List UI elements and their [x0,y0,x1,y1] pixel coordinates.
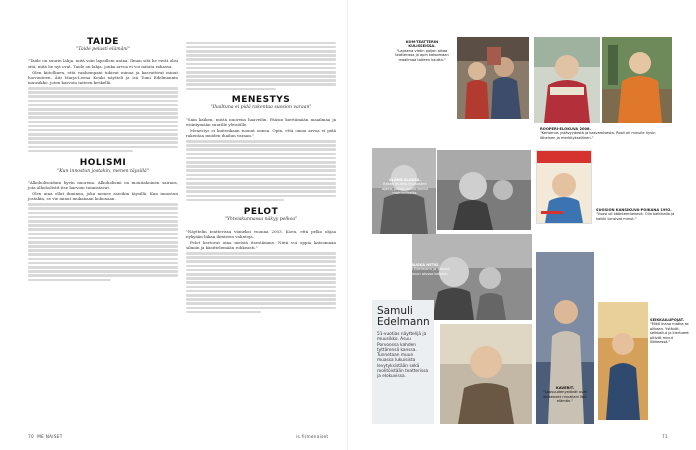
caption-slange-title: SLÄNG ELOSSA. [389,178,421,182]
caption-suosion [596,208,676,221]
section-subheading-taide: "Taide pelasti elämäni" [76,47,130,53]
profile-name-first: Samuli [377,305,413,317]
section-subheading-menestys: "Ihailtuna ei pidä rakentaa suosion varaan" [210,105,312,111]
caption-seikkailu-text: "Mikä ihana matka se olikaan. Ystävät, seikkailut ja kiertueet pitivät minut liikkeessä." [650,322,689,345]
pelot-body-lines [186,252,336,313]
photo-rooperi-left-image [534,37,600,123]
photo-rooperi-right-image [602,37,672,123]
pelot-paragraph-2: Pelot kertovat aina meistä itsestämme. Niitä voi oppia katsomaan silmiin ja käsittelemään rohkeasti." [186,240,336,251]
caption-kaverit-title: KAVERIT. [556,386,574,390]
caption-suosion-text: "Vuosi oli käänteentekevä. Olin kaikkialla ja kaikki tunsivat minut." [596,212,675,221]
caption-kom [392,40,452,62]
caption-slange-text: Rakas muisto kuvausten ajalta, jolloin kaikki tuntui mahdolliselta. [381,182,429,196]
menestys-paragraph-1: "Sain kaiken, mistä nuorena haaveilin. Pääsin kiertämään maailmaa ja esiintymään suurille yleisöille. [186,116,336,127]
photo-seikkailu-image [598,302,648,420]
caption-rooperi-text: "Kertomus ystävyydestä ja kasvamisesta. Rooli oli minulle hyvin läheinen ja merkityksellinen." [540,131,656,140]
taide-body-lines [28,87,178,152]
caption-kom-text: "Lapsena vietin paljon aikaa teatterissa ja opin katsomaan maailmaa taiteen kautta." [395,48,449,62]
menestys-paragraph-2: Menestys ei kuitenkaan tuonut onnea. Opin, että omaa arvoa ei pidä rakentaa muiden ihailun varaan." [186,128,336,139]
photo-seikkailu [598,302,648,420]
left-column-2 [186,40,336,315]
caption-suosion-title: SUOSION KANSIKUVA-POIKANA 1992. [596,208,672,212]
section-heading-pelot: PELOT [243,207,279,218]
holismi-paragraph-1: "Alkoholisoiduin hyvin nuorena. Alkoholismi on monitahoinen sairaus, jota alkoholistit itse harvoin tunnistavat. [28,179,178,191]
column2-top-lines [186,42,336,91]
photo-magazine-cover-image [537,151,591,223]
site-url: is.fi/menaiset [296,434,329,439]
photo-kom-theatre [457,37,529,119]
caption-kaverit-text: "Lapsuudenystävät ovat kulkeneet rinnallani läpi elämän." [543,390,587,404]
photo-magazine-cover [536,150,592,224]
taide-paragraph-1: "Taide on suurin lahja, mitä voin lapsilleni antaa. Ilman sitä he eivät olisi sitä, mitä he nyt ovat. Taide on lahja, jonka arvoa ei voi mitata rahassa. [28,58,178,69]
caption-rooperi [540,127,672,140]
caption-hauska [394,263,454,276]
profile-bio: 51-vuotias näyttelijä ja muusikko. Asuu Porvoossa kahden tyttärensä kanssa. Tunnetaan muun muassa lukuisista levytyksistään sekä roolitöistään teatterissa ja elokuvissa. [377,332,429,380]
magazine-name: ME NAISET [37,434,63,439]
caption-seikkailu [650,318,694,344]
section-subheading-holismi: "Kun innostun jostakin, menen täysillä" [57,168,149,174]
caption-seikkailu-title: SEIKKAILUPOJAT. [650,318,684,322]
left-column-1 [28,37,178,283]
folio-left [28,434,63,439]
folio-right [662,434,668,439]
menestys-body-lines [186,140,336,201]
section-heading-menestys: MENESTYS [231,95,291,106]
caption-slange [380,178,430,196]
photo-childhood [437,150,531,230]
photo-kaverit-group-image [440,324,532,424]
caption-kom-title: KOM-TEATTERIN KULISSEISSA. [405,40,439,49]
caption-kaverit [539,386,591,404]
section-subheading-pelot: "Yhteiskunnassa näkyy pelkoa" [224,217,298,223]
taide-paragraph-2: Olen kiitollinen, että vanhempani tukivat minua ja kasvattivat minut luovuuteen. Äiti Marja-Leena Kouki näytteli ja isä Tomi Edelmannin muusikko, joten kasvoin taiteen keskellä. [28,69,178,86]
holismi-body-lines [28,203,178,281]
caption-hauska-title: HAUSKA HETKI. [408,263,440,267]
holismi-paragraph-2: Olen aina ollut ihminen, joka menee asioihin täysillä. Kun innostun jostakin, se vie minut mukanaan kokonaan. [28,191,178,202]
profile-box [372,300,434,424]
photo-childhood-image [437,150,531,230]
section-heading-holismi: HOLISMI [79,158,127,169]
profile-name-last: Edelmann [377,316,430,328]
photo-rooperi-right [602,37,672,123]
folio-center [296,434,328,439]
photo-rooperi-left [534,37,600,123]
caption-rooperi-title: ROOPERI-ELOKUVA 2008. [540,127,591,131]
page-number-right: 71 [662,434,668,439]
center-gutter [347,0,349,450]
photo-kaverit-group [440,324,532,424]
page-number-left: 70 [28,434,34,439]
section-heading-taide: TAIDE [87,37,119,47]
caption-hauska-text: Isä Tomi Edelmann ja Samuli 1980-luvun alussa kotona. [398,267,450,276]
photo-kom-image [457,37,529,119]
pelot-paragraph-1: "Näyttelin teatterissa viimeksi vuonna 2003. Koen, että pelko ohjaa nykyään liikaa ihmisten valintoja. [186,228,336,239]
